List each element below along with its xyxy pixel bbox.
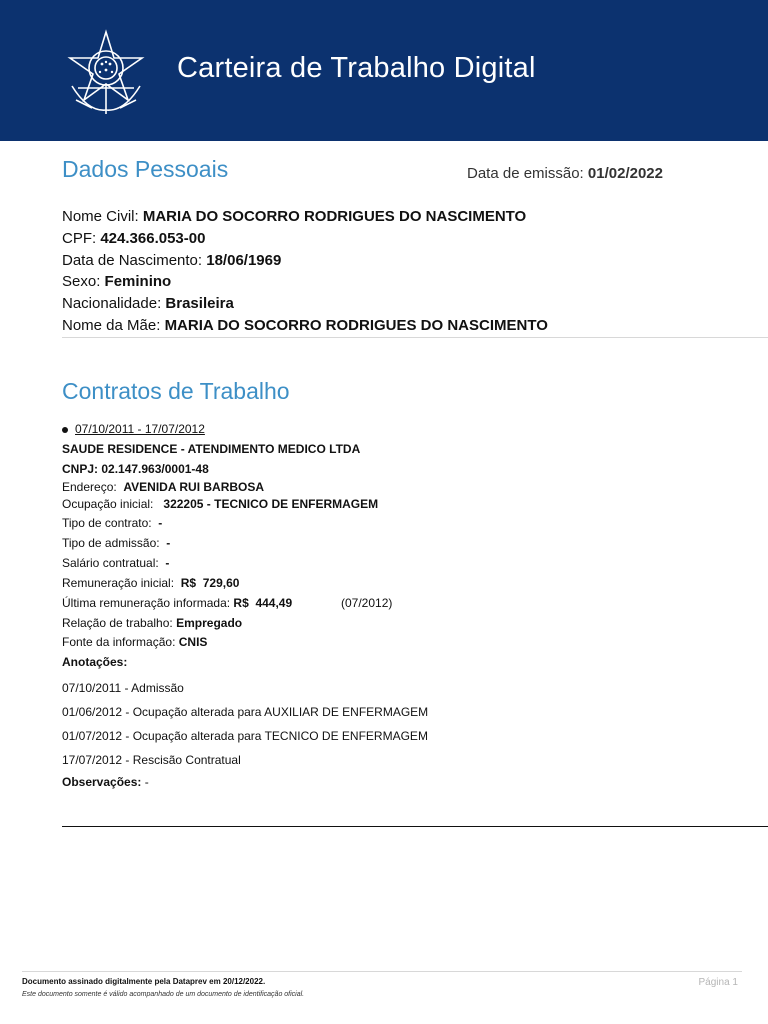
- observations: [62, 775, 149, 789]
- last-pay: [62, 596, 292, 610]
- field-birth-date: [62, 250, 548, 272]
- footer-divider: [22, 971, 742, 972]
- issue-date-value: 01/02/2022: [587, 165, 663, 182]
- initial-occupation: [62, 497, 378, 511]
- annotations-label: Anotações:: [62, 655, 128, 669]
- field-label: Nome da Mãe:: [62, 316, 161, 334]
- field-label: Relação de trabalho:: [62, 616, 173, 630]
- info-source: [62, 635, 207, 649]
- page-number: Página 1: [698, 977, 738, 988]
- field-mother-name: [62, 315, 548, 337]
- field-value: 322205 - TECNICO DE ENFERMAGEM: [163, 497, 379, 511]
- field-label: Ocupação inicial:: [62, 497, 154, 511]
- field-value: -: [166, 536, 171, 550]
- field-value: CNIS: [178, 635, 208, 649]
- field-nationality: [62, 293, 548, 315]
- issue-date: [467, 165, 663, 182]
- annotation-item: 01/06/2012 - Ocupação alterada para AUXILIAR DE ENFERMAGEM: [62, 705, 429, 719]
- field-label: Nacionalidade:: [62, 295, 162, 313]
- field-value: -: [144, 775, 149, 789]
- annotation-item: 01/07/2012 - Ocupação alterada para TECNICO DE ENFERMAGEM: [62, 729, 428, 743]
- annotation-item: 17/07/2012 - Rescisão Contratual: [62, 753, 241, 767]
- field-value: 18/06/1969: [206, 251, 282, 269]
- work-relation: [62, 616, 242, 630]
- field-cpf: [62, 228, 548, 250]
- field-value: MARIA DO SOCORRO RODRIGUES DO NASCIMENTO: [142, 208, 527, 225]
- field-label: Salário contratual:: [62, 556, 159, 570]
- employer-address: [62, 480, 264, 494]
- contract-end-divider: [62, 826, 768, 827]
- footer-validity-note: Este documento somente é válido acompanhado de um documento de identificação oficial.: [22, 991, 305, 998]
- field-label: Data de Nascimento:: [62, 251, 203, 269]
- field-civil-name: [62, 206, 548, 228]
- header-banner: [0, 0, 768, 141]
- field-sex: [62, 271, 548, 293]
- annotation-item: 07/10/2011 - Admissão: [62, 681, 184, 695]
- document-title: Carteira de Trabalho Digital: [177, 52, 536, 84]
- field-label: Tipo de admissão:: [62, 536, 160, 550]
- issue-date-label: Data de emissão:: [467, 165, 584, 182]
- field-value: MARIA DO SOCORRO RODRIGUES DO NASCIMENTO: [164, 316, 548, 334]
- field-value: -: [165, 556, 170, 570]
- personal-fields: [62, 206, 548, 337]
- contract-period-link[interactable]: 07/10/2011 - 17/07/2012: [75, 422, 205, 436]
- employer-cnpj: CNPJ: 02.147.963/0001-48: [62, 462, 209, 476]
- field-label: Observações:: [62, 775, 142, 789]
- personal-section-title: Dados Pessoais: [62, 156, 229, 182]
- footer-signature-note: Documento assinado digitalmente pela Dataprev em 20/12/2022.: [22, 977, 266, 986]
- contract-period: [62, 422, 205, 436]
- last-pay-reference: (07/2012): [341, 596, 393, 610]
- field-label: Tipo de contrato:: [62, 516, 152, 530]
- section-divider: [62, 337, 768, 338]
- bullet-icon: [62, 427, 68, 433]
- field-value: Empregado: [176, 616, 243, 630]
- field-label: Fonte da informação:: [62, 635, 176, 649]
- field-label: Última remuneração informada:: [62, 596, 231, 610]
- field-value: -: [158, 516, 163, 530]
- field-label: Nome Civil:: [62, 208, 139, 225]
- contract-type: [62, 516, 162, 530]
- employer-name: SAUDE RESIDENCE - ATENDIMENTO MEDICO LTDA: [62, 442, 361, 456]
- field-value: 444,49: [255, 596, 293, 610]
- currency: R$: [233, 596, 249, 610]
- brazil-coat-of-arms-icon: [62, 28, 150, 116]
- field-label: Remuneração inicial:: [62, 576, 175, 590]
- field-label: Endereço:: [62, 480, 117, 494]
- field-value: AVENIDA RUI BARBOSA: [123, 480, 265, 494]
- admission-type: [62, 536, 170, 550]
- contract-salary: [62, 556, 169, 570]
- field-value: Feminino: [104, 273, 172, 291]
- contracts-section-title: Contratos de Trabalho: [62, 378, 290, 404]
- currency: R$: [180, 576, 197, 590]
- initial-pay: [62, 576, 239, 590]
- field-label: Sexo:: [62, 273, 101, 291]
- field-label: CPF:: [62, 229, 97, 247]
- field-value: 424.366.053-00: [100, 229, 206, 247]
- field-value: Brasileira: [165, 295, 234, 313]
- field-value: 729,60: [202, 576, 240, 590]
